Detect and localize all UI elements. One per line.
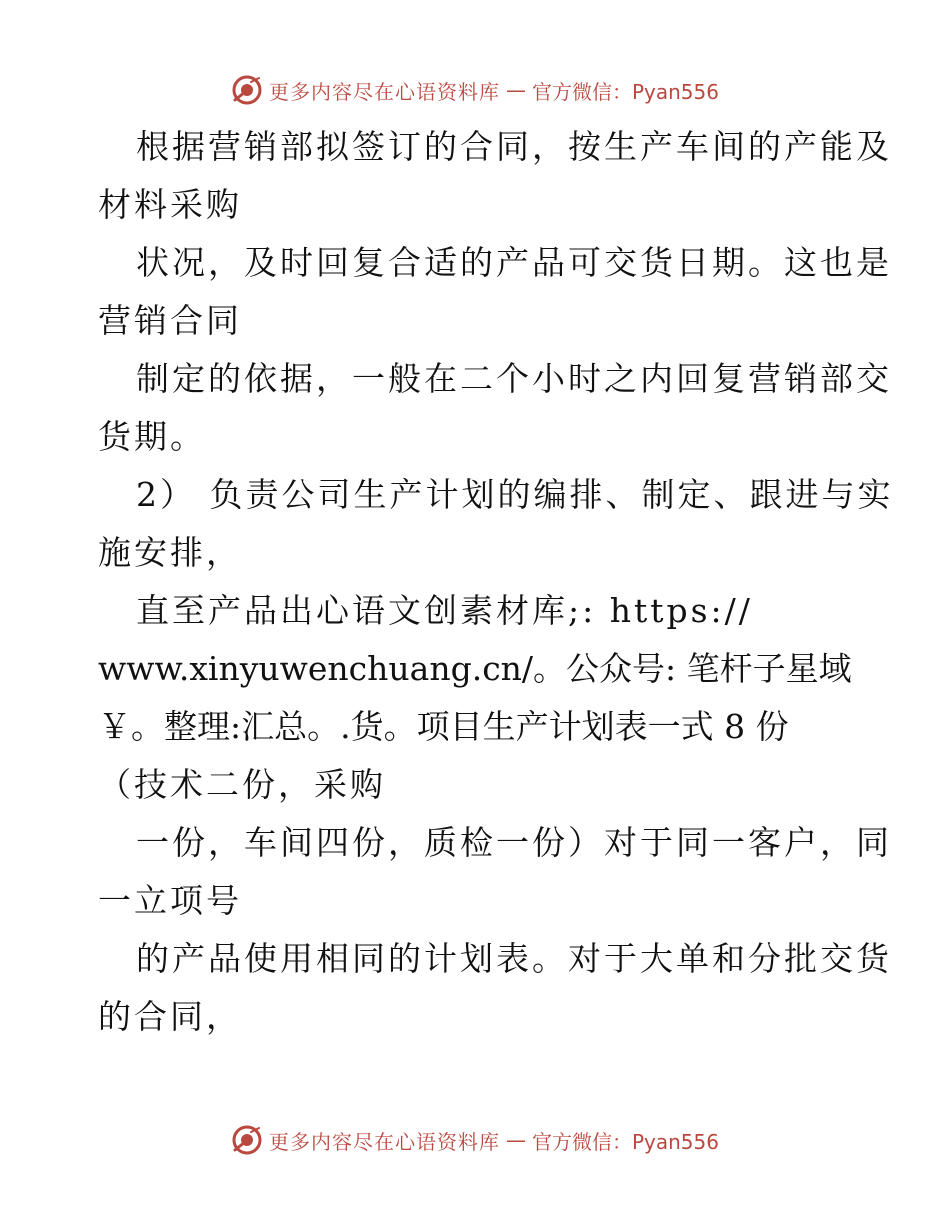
paragraph-line: （技术二份，采购 [98,765,386,804]
paragraph-line: 根据营销部拟签订的合同，按生产车间的产能及 [136,127,892,166]
banner-text: 更多内容尽在心语资料库 [268,79,500,104]
paragraph-line: 营销合同 [98,301,242,340]
logo-icon [231,1124,263,1156]
banner-dash: — [505,1128,526,1152]
paragraph-line: 材料采购 [98,185,242,224]
paragraph-line: 一份，车间四份，质检一份）对于同一客户，同 [136,823,892,862]
footer-banner [0,1120,950,1160]
banner-text: 更多内容尽在心语资料库 [268,1129,500,1154]
paragraph-line: 一立项号 [98,881,242,920]
header-banner [0,70,950,110]
logo-icon [231,74,263,106]
paragraph-line: www.xinyuwenchuang.cn/。公众号: 笔杆子星域 [98,649,852,688]
banner-sub: 官方微信：Pyan556 [531,1129,719,1154]
paragraph-line: 直至产品出心语文创素材库;: https:// [136,591,753,630]
document-body [98,118,894,1046]
banner-dash: — [505,78,526,102]
paragraph-line: 的合同， [98,997,242,1036]
paragraph-line: ￥。整理:汇总。.货。项目生产计划表一式 8 份 [98,707,789,746]
paragraph-line: 制定的依据，一般在二个小时之内回复营销部交 [136,359,892,398]
banner-sub: 官方微信：Pyan556 [531,79,719,104]
paragraph-line: 2） 负责公司生产计划的编排、制定、跟进与实 [136,475,894,514]
paragraph-line: 货期。 [98,417,206,456]
paragraph-line: 施安排， [98,533,242,572]
paragraph-line: 状况，及时回复合适的产品可交货日期。这也是 [136,243,892,282]
paragraph-line: 的产品使用相同的计划表。对于大单和分批交货 [136,939,892,978]
